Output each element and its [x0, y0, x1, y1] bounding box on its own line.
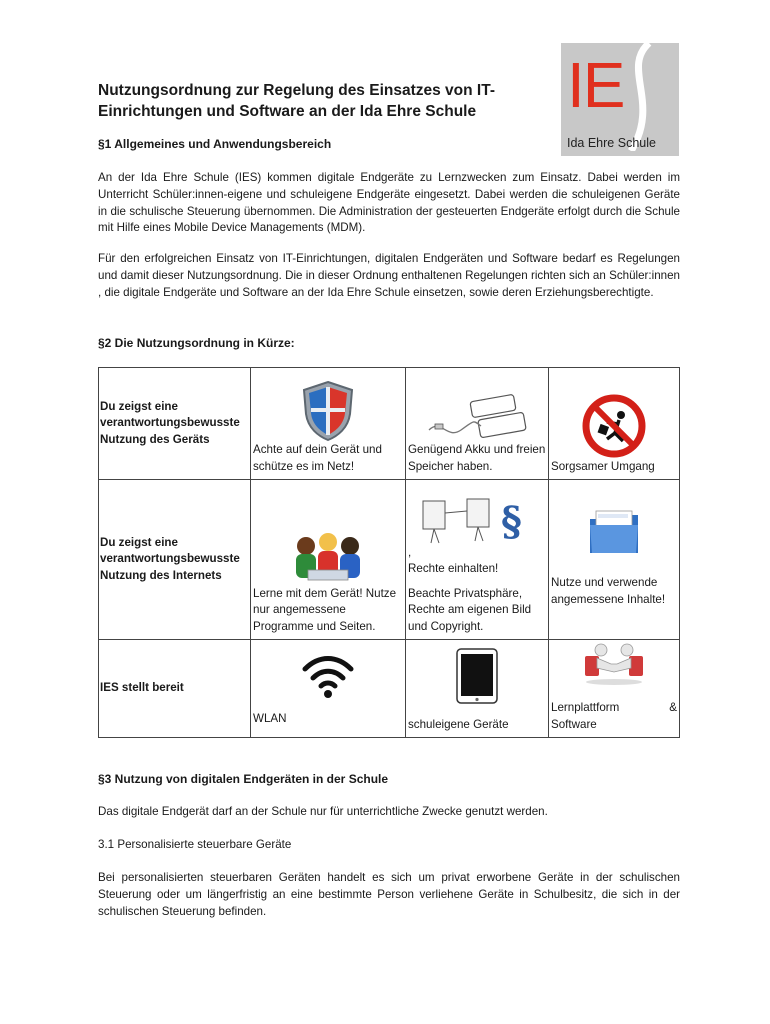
logo-curve-icon	[611, 43, 671, 151]
table-cell	[406, 480, 549, 640]
table-cell	[549, 640, 680, 738]
section-1-paragraph-2: Für den erfolgreichen Einsatz von IT-Einrichtungen, digitalen Endgeräten und Software bedarf es Regelungen und damit dieser Nutzungsordnung. Die in dieser Ordnung enthaltenen Regelungen richten sich an Schüler:innen , die digitale Endgeräte und Software an der Ida Ehre Schule einsetzen, sowie deren Erziehungsberechtigte.	[98, 252, 680, 299]
logo-school-name: Ida Ehre Schule	[567, 136, 656, 150]
table-cell	[549, 368, 680, 480]
section-3-subheading: 3.1 Personalisierte steuerbare Geräte	[98, 838, 292, 851]
documents-folder-icon	[586, 507, 642, 559]
cell-text: WLAN	[253, 711, 287, 725]
section-1-paragraph-1: An der Ida Ehre Schule (IES) kommen digitale Endgeräte zu Lernzwecken zum Einsatz. Dabei werden im Unterricht Schüler:innen-eigene und schuleigene Endgeräte eingesetzt. Dabei werden die schuleigenen Geräte in die schulische Steuerung übernommen. Die Administration der gesteuerten Endgeräte erfolgt durch die Schule mit Hilfe eines Mobile Device Managements (MDM).	[98, 171, 680, 235]
cell-text: Sorgsamer Umgang	[551, 459, 655, 473]
cell-text-rights: Rechte einhalten!	[408, 562, 499, 575]
section-3-paragraph-2: Bei personalisierten steuerbaren Geräten handelt es sich um privat erworbene Geräte in der schulischen Steuerung oder um längerfristig an eine bestimmte Person verliehene Geräte in Schulbesitz, die sich in der schulischen Steuerung befinden.	[98, 871, 680, 918]
cell-text-privacy: Beachte Privatsphäre, Rechte am eigenen Bild und Copyright.	[408, 586, 532, 633]
charger-icon	[427, 390, 527, 442]
cell-text: Lernplattform & Software	[551, 701, 677, 731]
table-row	[99, 480, 680, 640]
cell-text: Nutze und verwende angemessene Inhalte!	[551, 576, 666, 606]
wifi-icon	[301, 653, 355, 699]
table-cell	[406, 368, 549, 480]
handshake-icon	[579, 642, 649, 686]
rules-table	[98, 367, 680, 738]
cell-text: Achte auf dein Gerät und schütze es im Netz!	[253, 443, 382, 473]
table-cell	[406, 640, 549, 738]
cell-text: Genügend Akku und freien Speicher haben.	[408, 443, 546, 473]
table-row	[99, 640, 680, 738]
table-cell	[251, 368, 406, 480]
section-3-paragraph-1: Das digitale Endgerät darf an der Schule nur für unterrichtliche Zwecke genutzt werden.	[98, 805, 548, 818]
row-label: Du zeigst eine verantwortungsbewusste Nutzung des Internets	[99, 480, 251, 640]
logo-letters: IE	[567, 49, 624, 121]
row-label: Du zeigst eine verantwortungsbewusste Nutzung des Geräts	[99, 368, 251, 480]
table-cell	[251, 480, 406, 640]
table-cell	[549, 480, 680, 640]
cell-text: schuleigene Geräte	[408, 717, 509, 731]
shield-icon	[300, 380, 356, 442]
no-throwing-icon	[581, 393, 647, 459]
section-3-heading: §3 Nutzung von digitalen Endgeräten in der Schule	[98, 772, 389, 786]
school-logo	[561, 43, 679, 156]
row-label: IES stellt bereit	[99, 640, 251, 738]
cell-text: Lerne mit dem Gerät! Nutze nur angemessene Programme und Seiten.	[253, 586, 397, 633]
document-title: Nutzungsordnung zur Regelung des Einsatzes von IT-Einrichtungen und Software an der Ida Ehre Schule	[98, 82, 495, 120]
children-group-icon	[288, 530, 368, 586]
cell-text-comma: ,	[408, 545, 412, 559]
section-1-heading: §1 Allgemeines und Anwendungsbereich	[98, 137, 332, 151]
svg-text:§: §	[501, 497, 522, 545]
cell-spacer	[408, 578, 546, 586]
table-cell	[251, 640, 406, 738]
table-row	[99, 368, 680, 480]
tablet-icon	[455, 647, 499, 705]
rights-paragraph-icon	[417, 497, 537, 545]
section-2-heading: §2 Die Nutzungsordnung in Kürze:	[98, 336, 295, 350]
